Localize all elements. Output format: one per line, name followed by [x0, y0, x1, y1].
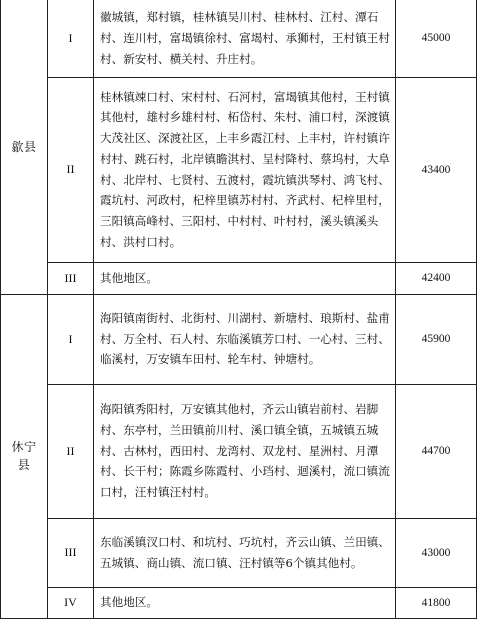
table-row	[1, 262, 477, 294]
grade-cell	[48, 77, 94, 262]
price-value: 42400	[421, 272, 451, 284]
table-row	[1, 77, 477, 262]
county-name: 歙县	[11, 139, 37, 154]
grade-label: I	[68, 30, 73, 45]
grade-label: IV	[64, 595, 77, 609]
grade-cell	[48, 262, 94, 294]
price-value: 43000	[421, 546, 451, 559]
table-row	[1, 384, 477, 518]
value-cell	[396, 384, 477, 518]
area-cell	[94, 77, 396, 262]
grade-label: III	[64, 270, 77, 285]
value-cell	[396, 294, 477, 384]
table-row	[1, 0, 477, 77]
price-value: 41800	[421, 596, 451, 609]
area-cell	[94, 294, 396, 384]
grade-label: II	[66, 162, 75, 176]
area-text: 徽城镇，郑村镇，桂林镇吴川村、桂林村、江村、潭石村、连川村，富堨镇徐村、富堨村、承狮村，王村镇王村村、新安村、横关村、升庄村。	[100, 10, 390, 66]
grade-label: II	[66, 443, 75, 458]
price-value: 45000	[421, 32, 451, 45]
grade-label: III	[64, 545, 77, 559]
area-text: 其他地区。	[100, 270, 158, 285]
county-cell	[1, 294, 48, 618]
price-value: 45900	[421, 333, 451, 345]
area-cell	[94, 518, 396, 587]
value-cell	[396, 77, 477, 262]
area-text: 其他地区。	[100, 595, 158, 610]
value-cell	[396, 518, 477, 587]
grade-cell	[48, 587, 94, 618]
price-value: 44700	[421, 445, 451, 457]
table-row	[1, 294, 477, 384]
price-value: 43400	[421, 163, 451, 176]
grade-label: I	[68, 331, 73, 346]
area-cell	[94, 587, 396, 618]
value-cell	[396, 262, 477, 294]
area-cell	[94, 0, 396, 77]
value-cell	[396, 587, 477, 618]
area-cell	[94, 262, 396, 294]
area-text: 桂林镇竦口村、宋村村、石河村，富堨镇其他村，王村镇其他村，雄村乡雄村村、柘岱村、朱村、浦口村，深渡镇大茂社区、深渡社区，上丰乡霞江村、上丰村，许村镇许村村、跳石村，北岸镇瞻淇村、呈村降村、蔡坞村，大阜村、北岸村、七贤村、五渡村，霞坑镇洪琴村、鸿飞村、霞坑村、河政村，杞梓里镇苏村村、齐武村、杞梓里村，三阳镇高峰村、三阳村、中村村、叶村村，溪头镇溪头村、洪村口村。	[100, 89, 390, 249]
grade-cell	[48, 0, 94, 77]
area-text: 东临溪镇汊口村、和坑村、巧坑村，齐云山镇、兰田镇、五城镇、商山镇、流口镇、汪村镇等6个镇其他村。	[100, 534, 390, 570]
table-row	[1, 518, 477, 587]
county-name: 休宁县	[11, 440, 37, 472]
grade-cell	[48, 384, 94, 518]
area-text: 海阳镇南街村、北街村、川湖村、新塘村、琅斯村、盐甫村、万全村、石人村、东临溪镇芳口村、一心村、三村、临溪村，万安镇车田村、轮车村、钟塘村。	[100, 310, 390, 367]
grade-cell	[48, 294, 94, 384]
county-cell	[1, 0, 48, 294]
value-cell	[396, 0, 477, 77]
area-text: 海阳镇秀阳村，万安镇其他村，齐云山镇岩前村、岩脚村、东亭村，兰田镇前川村、溪口镇全镇，五城镇五城村、古林村，西田村、龙湾村、双龙村、星洲村、月潭村、长干村；陈霞乡陈霞村、小珰村、迴溪村，流口镇流口村，汪村镇汪村村。	[100, 402, 390, 500]
table-row	[1, 587, 477, 618]
area-cell	[94, 384, 396, 518]
grade-cell	[48, 518, 94, 587]
